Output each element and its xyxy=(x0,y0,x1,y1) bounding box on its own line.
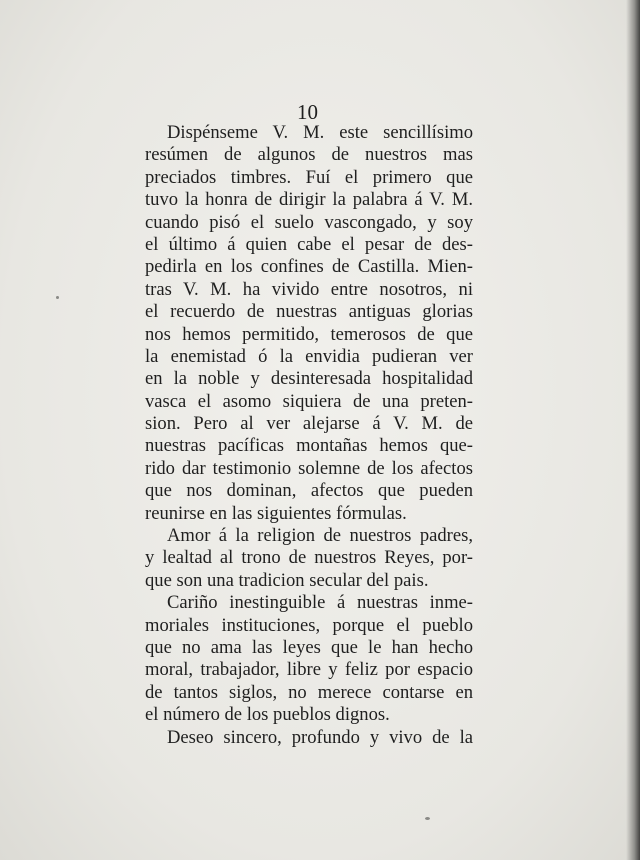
text-line: que nos dominan, afectos que pueden xyxy=(145,480,473,502)
text-line: que no ama las leyes que le han hecho xyxy=(145,636,473,658)
text-line: en la noble y desinteresada hospitalidad xyxy=(145,368,473,390)
text-line: rido dar testimonio solemne de los afectos xyxy=(145,457,473,479)
text-line: de tantos siglos, no merece contarse en xyxy=(145,681,473,703)
text-line: Dispénseme V. M. este sencillísimo xyxy=(167,122,473,143)
text-line: el número de los pueblos dignos. xyxy=(145,704,390,726)
text-line: pedirla en los confines de Castilla. Mien- xyxy=(145,256,473,278)
text-line: el recuerdo de nuestras antiguas glorias xyxy=(145,301,473,323)
text-line: resúmen de algunos de nuestros mas xyxy=(145,144,473,166)
text-line: Amor á la religion de nuestros padres, xyxy=(167,525,473,547)
paper-speck xyxy=(425,817,430,820)
text-line: Deseo sincero, profundo y vivo de la xyxy=(167,726,473,748)
paper-speck xyxy=(56,296,59,299)
text-line: cuando pisó el suelo vascongado, y soy xyxy=(145,211,473,233)
body-text xyxy=(145,122,473,749)
text-line: reunirse en las siguientes fórmulas. xyxy=(145,502,407,524)
text-line: sion. Pero al ver alejarse á V. M. de xyxy=(145,413,473,435)
text-line: preciados timbres. Fuí el primero que xyxy=(145,166,473,188)
text-line: moriales instituciones, porque el pueblo xyxy=(145,614,473,636)
text-line: y lealtad al trono de nuestros Reyes, por- xyxy=(145,547,473,569)
text-line: Cariño inestinguible á nuestras inme- xyxy=(167,592,473,614)
text-line: tras V. M. ha vivido entre nosotros, ni xyxy=(145,278,473,300)
text-line: que son una tradicion secular del pais. xyxy=(145,569,429,591)
text-line: tuvo la honra de dirigir la palabra á V. M. xyxy=(145,189,473,211)
text-line: nos hemos permitido, temerosos de que xyxy=(145,323,473,345)
text-line: moral, trabajador, libre y feliz por espacio xyxy=(145,659,473,681)
text-line: vasca el asomo siquiera de una preten- xyxy=(145,390,473,412)
text-line: la enemistad ó la envidia pudieran ver xyxy=(145,345,473,367)
text-line: nuestras pacíficas montañas hemos que- xyxy=(145,435,473,457)
page-edge-shadow xyxy=(626,0,640,860)
text-line: el último á quien cabe el pesar de des- xyxy=(145,233,473,255)
page-number: 10 xyxy=(297,100,318,124)
